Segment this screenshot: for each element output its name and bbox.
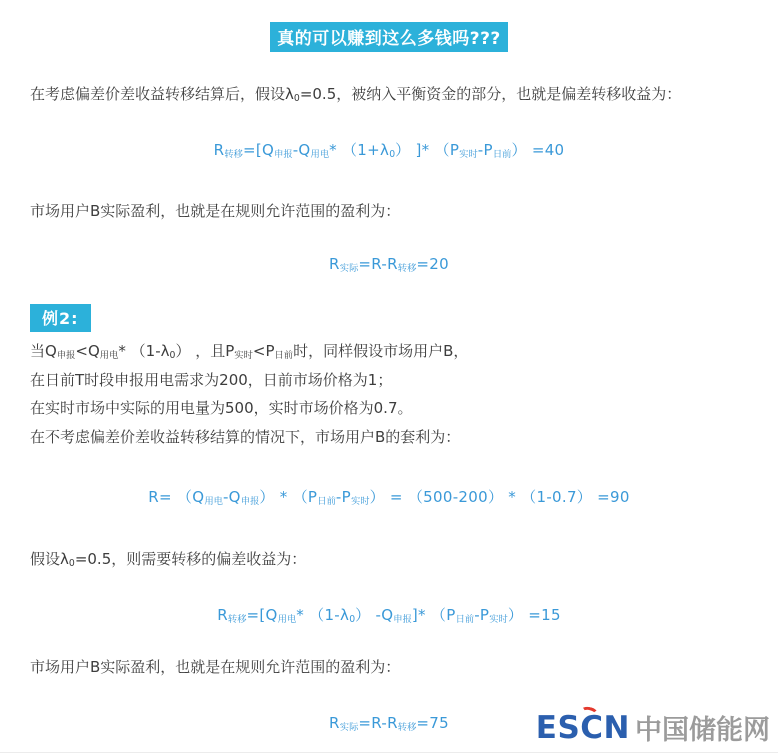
page-title: 真的可以赚到这么多钱吗??? — [270, 22, 508, 52]
escn-logo — [536, 708, 770, 747]
example-2-realtime-line: 在实时市场中实际的用电量为500，实时市场价格为0.7。 — [30, 399, 413, 417]
escn-logo-chinese: 中国储能网 — [635, 715, 770, 746]
example-2-badge: 例2: — [30, 304, 91, 332]
formula-actual-profit-2: R实际=R-R转移=75 — [329, 714, 449, 733]
example-2-badge-row — [30, 304, 91, 332]
actual-profit-paragraph-1: 市场用户B实际盈利，也就是在规则允许范围的盈利为： — [30, 202, 401, 220]
actual-profit-paragraph-2: 市场用户B实际盈利，也就是在规则允许范围的盈利为： — [30, 658, 401, 676]
formula-actual-profit-1: R实际=R-R转移=20 — [329, 255, 449, 274]
assume-lambda-paragraph: 假设λ0=0.5，则需要转移的偏差收益为： — [30, 550, 307, 569]
formula-transfer-income-2: R转移=[Q用电* （1-λ0） -Q申报]* （P日前-P实时） =15 — [217, 606, 561, 625]
formula-transfer-income-1: R转移=[Q申报-Q用电* （1+λ0） ]* （P实时-P日前） =40 — [213, 141, 565, 160]
example-2-condition-line: 当Q申报<Q用电* （1-λ0） ，且P实时<P日前时，同样假设市场用户B， — [30, 342, 469, 361]
escn-logo-latin-pre: ES — [535, 709, 581, 746]
escn-logo-latin-post: N — [603, 709, 630, 746]
escn-logo-letter-c: C — [580, 710, 603, 746]
escn-logo-latin — [536, 710, 630, 746]
intro-paragraph: 在考虑偏差价差收益转移结算后，假设λ0=0.5，被纳入平衡资金的部分，也就是偏差转移收益为： — [30, 85, 682, 104]
example-2-dayahead-line: 在日前T时段申报用电需求为200，日前市场价格为1； — [30, 371, 393, 389]
example-2-arbitrage-line: 在不考虑偏差价差收益转移结算的情况下，市场用户B的套利为： — [30, 428, 461, 446]
formula-arbitrage: R= （Q用电-Q申报） * （P日前-P实时） = （500-200） * （1-0.7） =90 — [148, 488, 630, 507]
page-title-row — [0, 22, 778, 52]
